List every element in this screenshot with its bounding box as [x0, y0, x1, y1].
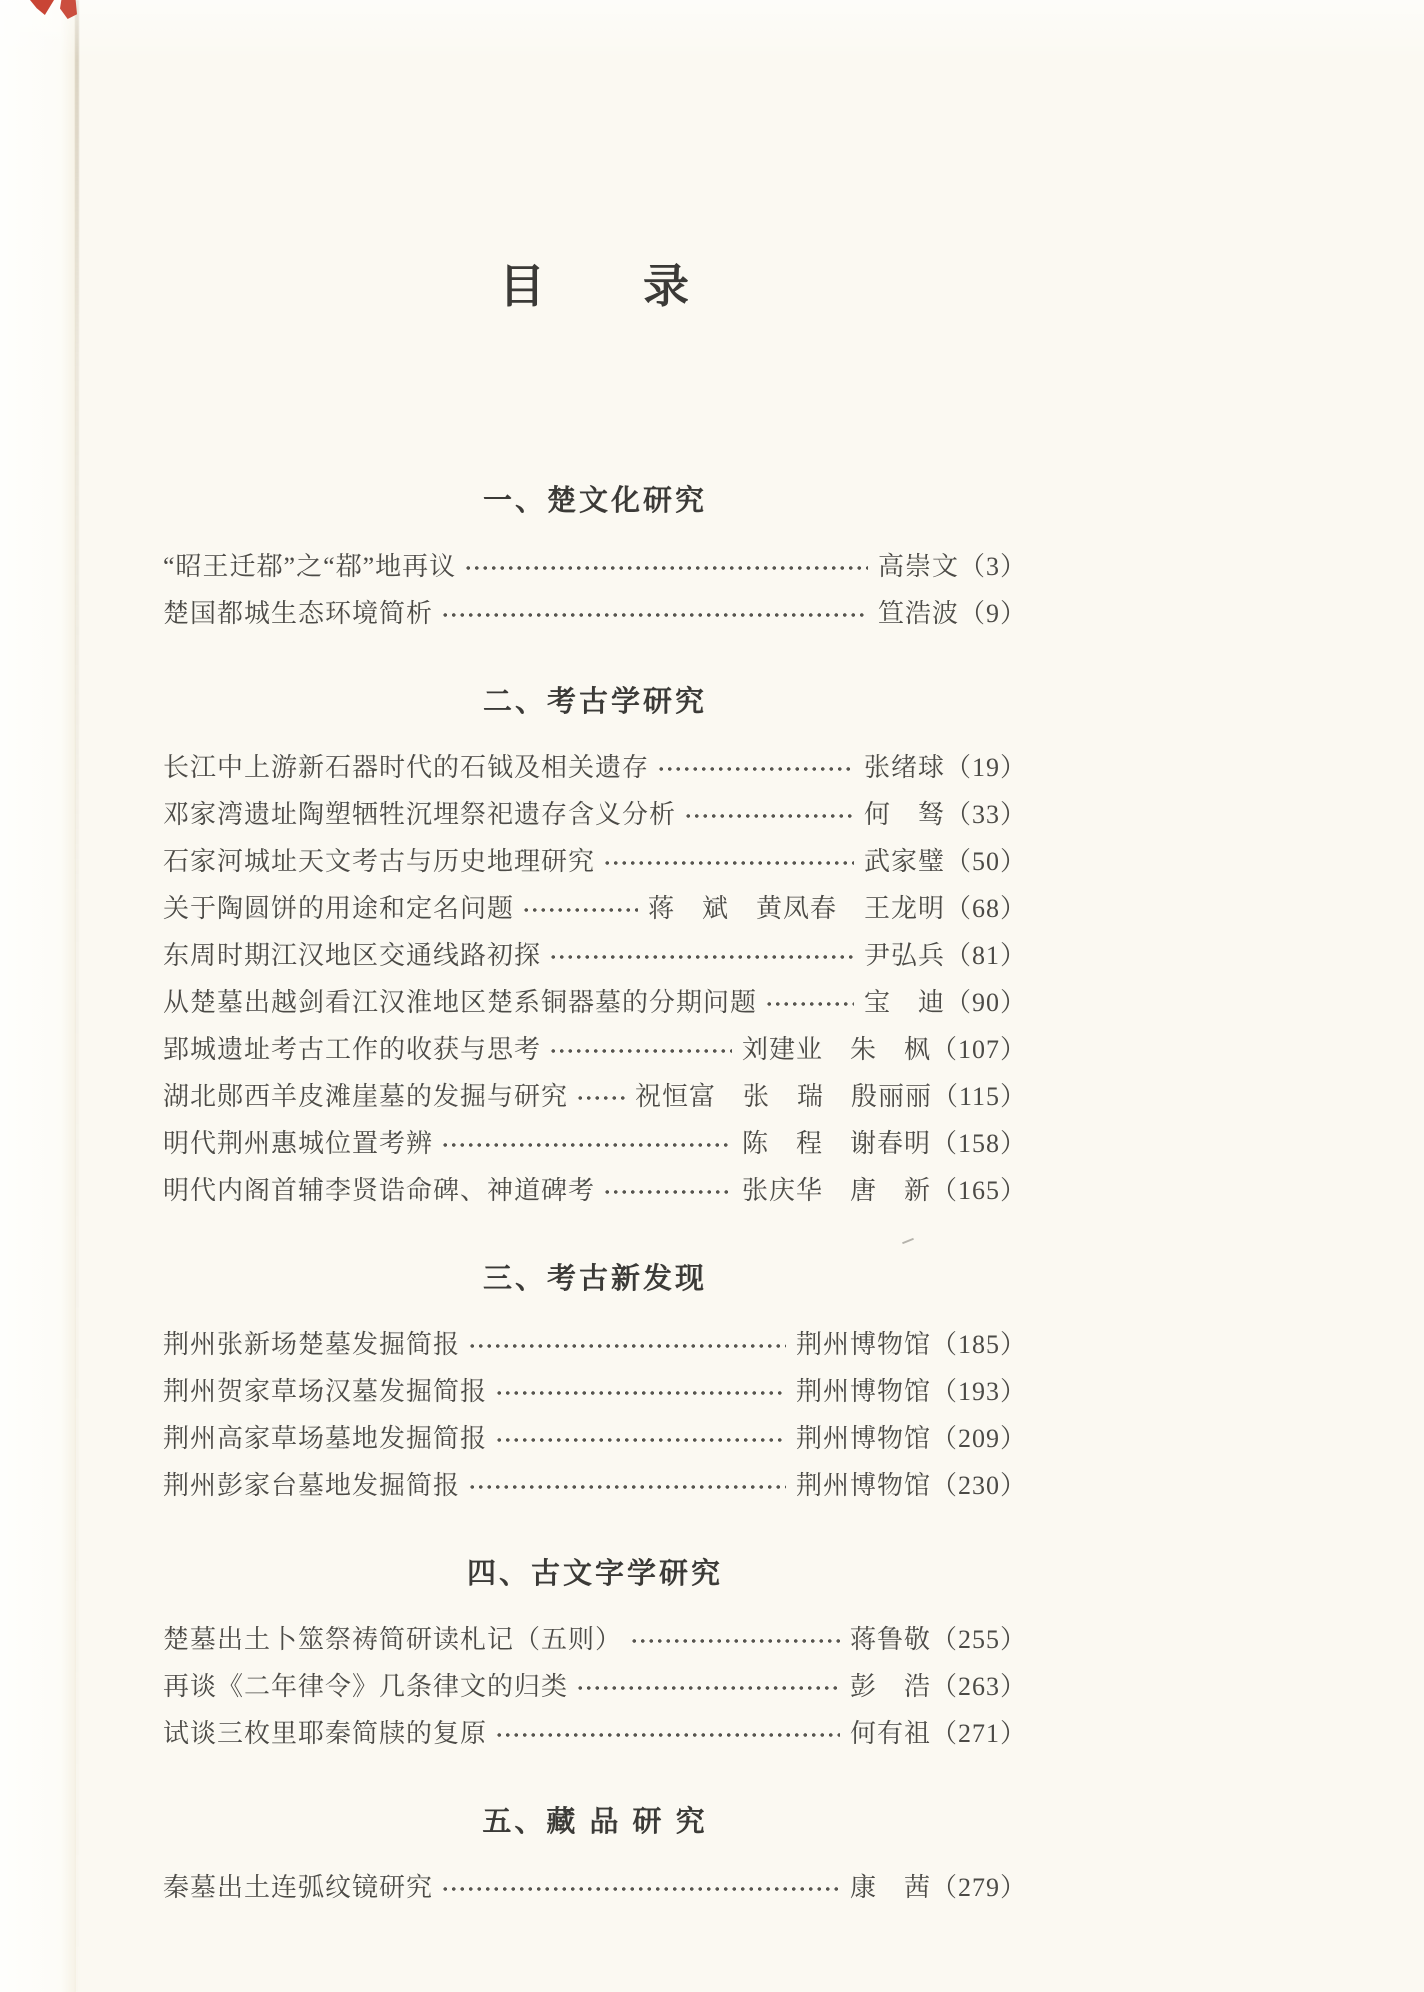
dotted-leader [441, 1140, 732, 1150]
entry-page-number: （263） [930, 1672, 1027, 1701]
toc-entry-row [163, 1024, 1027, 1071]
entry-title: 东周时期江汉地区交通线路初探 [163, 941, 542, 970]
entry-page-number: （19） [944, 753, 1027, 782]
entry-title: 长江中上游新石器时代的石钺及相关遗存 [163, 753, 650, 782]
entry-author: 蒋 斌 黄凤春 王龙明 [647, 894, 945, 923]
section-heading: 五、藏 品 研 究 [482, 1806, 708, 1838]
entry-author: 蒋鲁敬 [849, 1625, 931, 1654]
dotted-leader [495, 1730, 840, 1740]
entry-author: 祝恒富 张 瑞 殷丽丽 [634, 1082, 932, 1111]
dotted-leader [468, 1482, 786, 1492]
section-heading: 三、考古新发现 [482, 1263, 707, 1295]
entry-page-number: （33） [944, 800, 1027, 829]
page-crease-shadow [75, 0, 79, 1992]
dotted-leader [576, 1093, 625, 1103]
entry-page-number: （193） [930, 1377, 1027, 1406]
entry-page-number: （255） [930, 1625, 1027, 1654]
page-title: 目 录 [499, 261, 691, 312]
dotted-leader [549, 952, 854, 962]
entry-author: 彭 浩 [849, 1672, 931, 1701]
entry-title: 明代荆州惠城位置考辨 [163, 1129, 434, 1158]
entry-author: 武家璧 [863, 847, 945, 876]
entry-page-number: （165） [930, 1176, 1027, 1205]
entry-author: 陈 程 谢春明 [741, 1129, 931, 1158]
toc-entry-row [163, 541, 1027, 588]
entry-author: 荆州博物馆 [795, 1330, 931, 1359]
entry-page-number: （107） [930, 1035, 1027, 1064]
toc-entry-row [163, 1413, 1027, 1460]
dotted-leader [603, 858, 854, 868]
entry-author: 何有祖 [849, 1719, 931, 1748]
section-heading: 四、古文字学研究 [466, 1558, 723, 1590]
entry-page-number: （9） [958, 599, 1027, 628]
toc-entry-row [163, 1460, 1027, 1507]
entry-title: 郢城遗址考古工作的收获与思考 [163, 1035, 542, 1064]
toc-entry-row [163, 1708, 1027, 1755]
entry-author: 荆州博物馆 [795, 1377, 931, 1406]
toc-entry-row [163, 1071, 1027, 1118]
dotted-leader [441, 610, 868, 620]
toc-content [163, 250, 1027, 1909]
entry-author: 何 驽 [863, 800, 945, 829]
entry-title: 邓家湾遗址陶塑牺牲沉埋祭祀遗存含义分析 [163, 800, 677, 829]
entry-author: 荆州博物馆 [795, 1424, 931, 1453]
entry-page-number: （90） [944, 988, 1027, 1017]
toc-entry-row [163, 1366, 1027, 1413]
entry-page-number: （81） [944, 941, 1027, 970]
entry-page-number: （230） [930, 1471, 1027, 1500]
dotted-leader [468, 1341, 786, 1351]
entry-title: 明代内阁首辅李贤诰命碑、神道碑考 [163, 1176, 596, 1205]
dotted-leader [576, 1683, 840, 1693]
entry-page-number: （3） [958, 552, 1027, 581]
entry-author: 康 茜 [849, 1873, 931, 1902]
dotted-leader [603, 1187, 732, 1197]
scan-left-margin [0, 0, 76, 1992]
dotted-leader [495, 1435, 786, 1445]
toc-entry-row [163, 1319, 1027, 1366]
entry-title: 关于陶圆饼的用途和定名问题 [163, 894, 515, 923]
dotted-leader [765, 999, 854, 1009]
entry-title: 试谈三枚里耶秦简牍的复原 [163, 1719, 488, 1748]
entry-author: 尹弘兵 [863, 941, 945, 970]
toc-entry-row [163, 1862, 1027, 1909]
entry-title: 荆州贺家草场汉墓发掘简报 [163, 1377, 488, 1406]
entry-title: 再谈《二年律令》几条律文的归类 [163, 1672, 569, 1701]
entry-author: 笪浩波 [877, 599, 959, 628]
toc-entry-row [163, 742, 1027, 789]
toc-entry-row [163, 977, 1027, 1024]
entry-title: 湖北郧西羊皮滩崖墓的发掘与研究 [163, 1082, 569, 1111]
toc-entry-row [163, 930, 1027, 977]
entry-page-number: （50） [944, 847, 1027, 876]
dotted-leader [464, 563, 868, 573]
entry-author: 宝 迪 [863, 988, 945, 1017]
entry-title: 荆州张新场楚墓发掘简报 [163, 1330, 461, 1359]
dotted-leader [630, 1636, 840, 1646]
entry-page-number: （158） [930, 1129, 1027, 1158]
entry-page-number: （271） [930, 1719, 1027, 1748]
dotted-leader [495, 1388, 786, 1398]
entry-page-number: （68） [944, 894, 1027, 923]
toc-entry-row [163, 1661, 1027, 1708]
dotted-leader [684, 811, 854, 821]
entry-author: 刘建业 朱 枫 [741, 1035, 931, 1064]
section-heading: 一、楚文化研究 [482, 485, 707, 517]
dotted-leader [549, 1046, 732, 1056]
dotted-leader [657, 764, 854, 774]
entry-title: “昭王迁鄀”之“鄀”地再议 [163, 552, 457, 581]
dotted-leader [441, 1884, 840, 1894]
section-heading: 二、考古学研究 [482, 686, 707, 718]
toc-entry-row [163, 836, 1027, 883]
entry-page-number: （209） [930, 1424, 1027, 1453]
entry-author: 荆州博物馆 [795, 1471, 931, 1500]
entry-page-number: （279） [930, 1873, 1027, 1902]
entry-title: 石家河城址天文考古与历史地理研究 [163, 847, 596, 876]
dotted-leader [522, 905, 638, 915]
entry-page-number: （115） [931, 1082, 1027, 1111]
entry-title: 荆州高家草场墓地发掘简报 [163, 1424, 488, 1453]
entry-title: 楚国都城生态环境简析 [163, 599, 434, 628]
entry-title: 秦墓出土连弧纹镜研究 [163, 1873, 434, 1902]
toc-entry-row [163, 883, 1027, 930]
entry-title: 从楚墓出越剑看江汉淮地区楚系铜器墓的分期问题 [163, 988, 758, 1017]
toc-entry-row [163, 1118, 1027, 1165]
toc-entry-row [163, 789, 1027, 836]
entry-page-number: （185） [930, 1330, 1027, 1359]
scan-top-fade [0, 0, 1424, 60]
toc-entry-row [163, 588, 1027, 635]
toc-entry-row [163, 1614, 1027, 1661]
entry-author: 高崇文 [877, 552, 959, 581]
toc-sections [163, 478, 1027, 1909]
entry-author: 张绪球 [863, 753, 945, 782]
entry-title: 荆州彭家台墓地发掘简报 [163, 1471, 461, 1500]
entry-author: 张庆华 唐 新 [741, 1176, 931, 1205]
entry-title: 楚墓出土卜筮祭祷简研读札记（五则） [163, 1625, 623, 1654]
toc-entry-row [163, 1165, 1027, 1212]
